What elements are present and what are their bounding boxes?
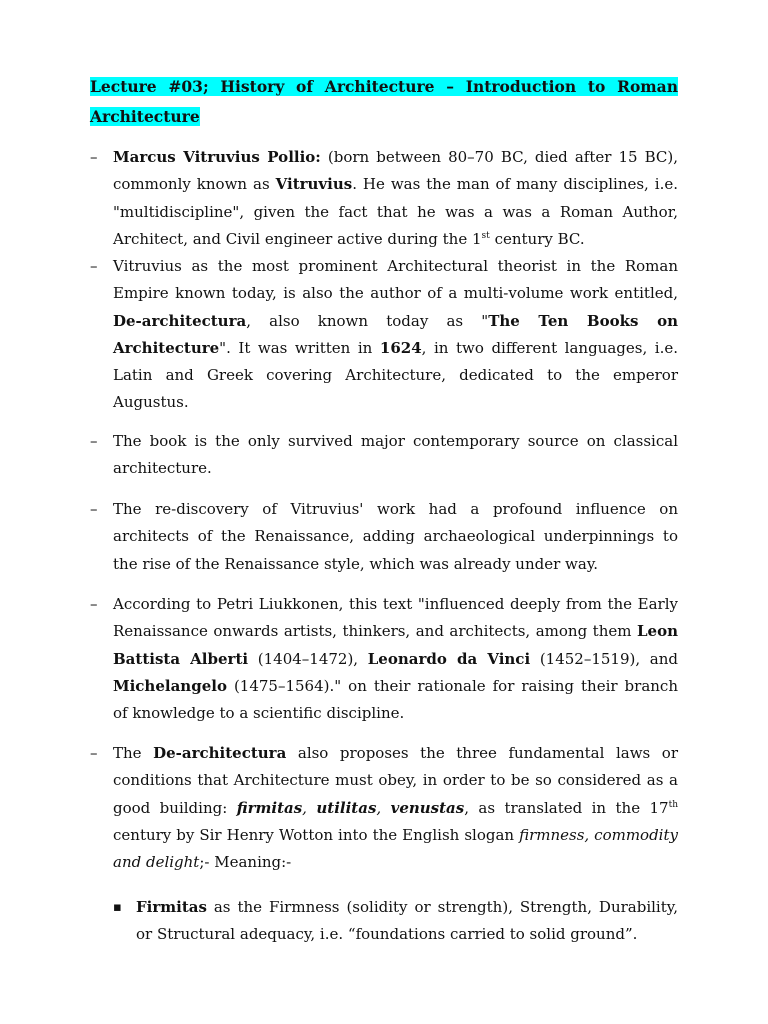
list-item-text: The re-discovery of Vitruvius' work had a profound influence on architects of the Renaissance, adding archaeological underpinnings to the rise of the Renaissance style, which was already under way. bbox=[113, 500, 678, 573]
sub-list-item-text: Firmitas as the Firmness (solidity or strength), Strength, Durability, or Structural adequacy, i.e. “foundations carried to solid ground”. bbox=[136, 898, 678, 944]
lecture-title bbox=[90, 72, 678, 132]
list-item-text: According to Petri Liukkonen, this text "influenced deeply from the Early Renaissance onwards artists, thinkers, and architects, among them Leon Battista Alberti (1404–1472), Leonardo da Vinci (1452–1519), and Michelangelo (1475–1564)." on their rationale for raising their branch of knowledge to a scientific discipline. bbox=[113, 595, 679, 723]
dash-marker: – bbox=[90, 500, 98, 518]
list-item-text: The De-architectura also proposes the three fundamental laws or conditions that Architecture must obey, in order to be so considered as a good building: firmitas, utilitas, venustas, as translated in the 17th century by Sir Henry Wotton into the English slogan firmness, commodity and delight;- Meaning:- bbox=[113, 744, 679, 872]
dash-marker: – bbox=[90, 432, 98, 450]
list-item-text: The book is the only survived major contemporary source on classical architecture. bbox=[113, 432, 678, 478]
list-item-rediscovery bbox=[90, 496, 678, 578]
list-item-text: Vitruvius as the most prominent Architectural theorist in the Roman Empire known today, is also the author of a multi-volume work entitled, De-architectura, also known today as "The Ten Books on Architecture". It was written in 1624, in two different languages, i.e. Latin and Greek covering Architecture, dedicated to the emperor Augustus. bbox=[113, 257, 678, 412]
title-line-2: Architecture bbox=[90, 107, 200, 126]
square-bullet-icon: ▪ bbox=[113, 900, 122, 915]
list-item-liukkonen bbox=[90, 591, 678, 727]
dash-marker: – bbox=[90, 744, 98, 762]
list-item-text: Marcus Vitruvius Pollio: (born between 80–70 BC, died after 15 BC), commonly known as Vitruvius. He was the man of many disciplines, i.e. "multidiscipline", given the fact that he was a was a Roman Author, Architect, and Civil engineer active during the 1st century BC. bbox=[113, 148, 678, 248]
list-item-de-architectura bbox=[90, 253, 678, 417]
title-line-1: Lecture #03; History of Architecture – Introduction to Roman bbox=[90, 77, 678, 96]
sub-list-item-firmitas bbox=[113, 894, 678, 949]
list-item-only-source bbox=[90, 428, 678, 483]
dash-marker: – bbox=[90, 257, 98, 275]
list-item-three-laws bbox=[90, 740, 678, 876]
list-item-vitruvius bbox=[90, 144, 678, 253]
dash-marker: – bbox=[90, 148, 98, 166]
dash-marker: – bbox=[90, 595, 98, 613]
